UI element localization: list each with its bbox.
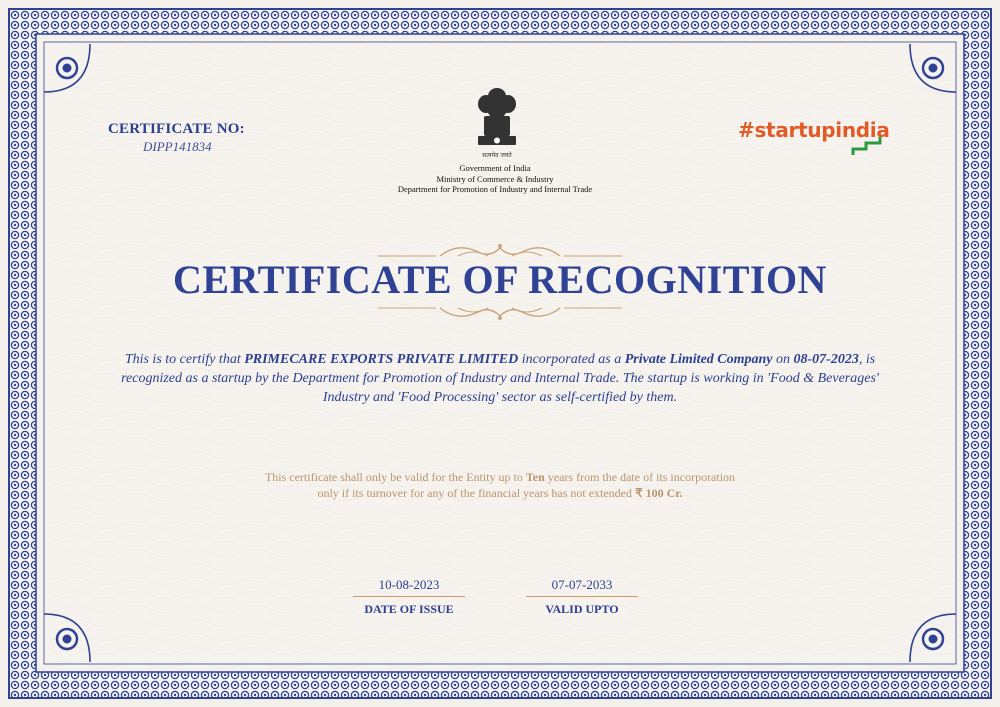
turnover-limit: ₹ 100 Cr.	[635, 486, 683, 500]
validity-part-3: only if its turnover for any of the financial years has not extended	[317, 486, 636, 500]
gov-line-2: Ministry of Commerce & Industry	[436, 173, 554, 184]
government-header	[330, 163, 660, 195]
body-part-2: incorporated as a	[518, 352, 625, 367]
startupindia-mark-icon	[850, 136, 882, 156]
validity-note	[150, 469, 850, 501]
validity-part-2: years from the date of its incorporation	[544, 470, 736, 484]
validity-part-1: This certificate shall only be valid for the Entity up to	[264, 470, 526, 484]
validity-years: Ten	[525, 470, 545, 484]
company-name: PRIMECARE EXPORTS PRIVATE LIMITED	[244, 352, 519, 367]
title-ornament-bottom	[378, 302, 622, 326]
certificate-number-label: CERTIFICATE NO:	[108, 121, 245, 137]
emblem-motto: सत्यमेव जयते	[482, 152, 512, 159]
certificate-number-value: DIPP141834	[143, 139, 212, 154]
gov-line-1: Government of India	[459, 163, 531, 173]
gov-line-3: Department for Promotion of Industry and Internal Trade	[397, 184, 593, 194]
incorporation-date: 08-07-2023	[793, 352, 859, 367]
company-type: Private Limited Company	[624, 352, 773, 367]
national-emblem-icon	[466, 82, 528, 164]
body-part-3: on	[772, 352, 794, 367]
valid-upto-block	[526, 577, 638, 617]
issue-date-value: 10-08-2023	[353, 577, 465, 597]
certificate-body	[110, 350, 890, 407]
valid-upto-label: VALID UPTO	[545, 602, 619, 616]
certificate-title: CERTIFICATE OF RECOGNITION	[173, 257, 827, 302]
valid-upto-value: 07-07-2033	[526, 577, 638, 597]
issue-date-label: DATE OF ISSUE	[364, 602, 454, 616]
issue-date-block	[353, 577, 465, 617]
startupindia-logo: #startupindia	[738, 118, 890, 142]
body-part-4: , is recognized as a startup by the Department for Promotion of Industry and Internal Trade. The startup is working in 'Food & Beverages' Industry and 'Food Processing' sector as self-certified by them.	[121, 352, 879, 405]
body-part-1: This is to certify that	[124, 352, 245, 367]
